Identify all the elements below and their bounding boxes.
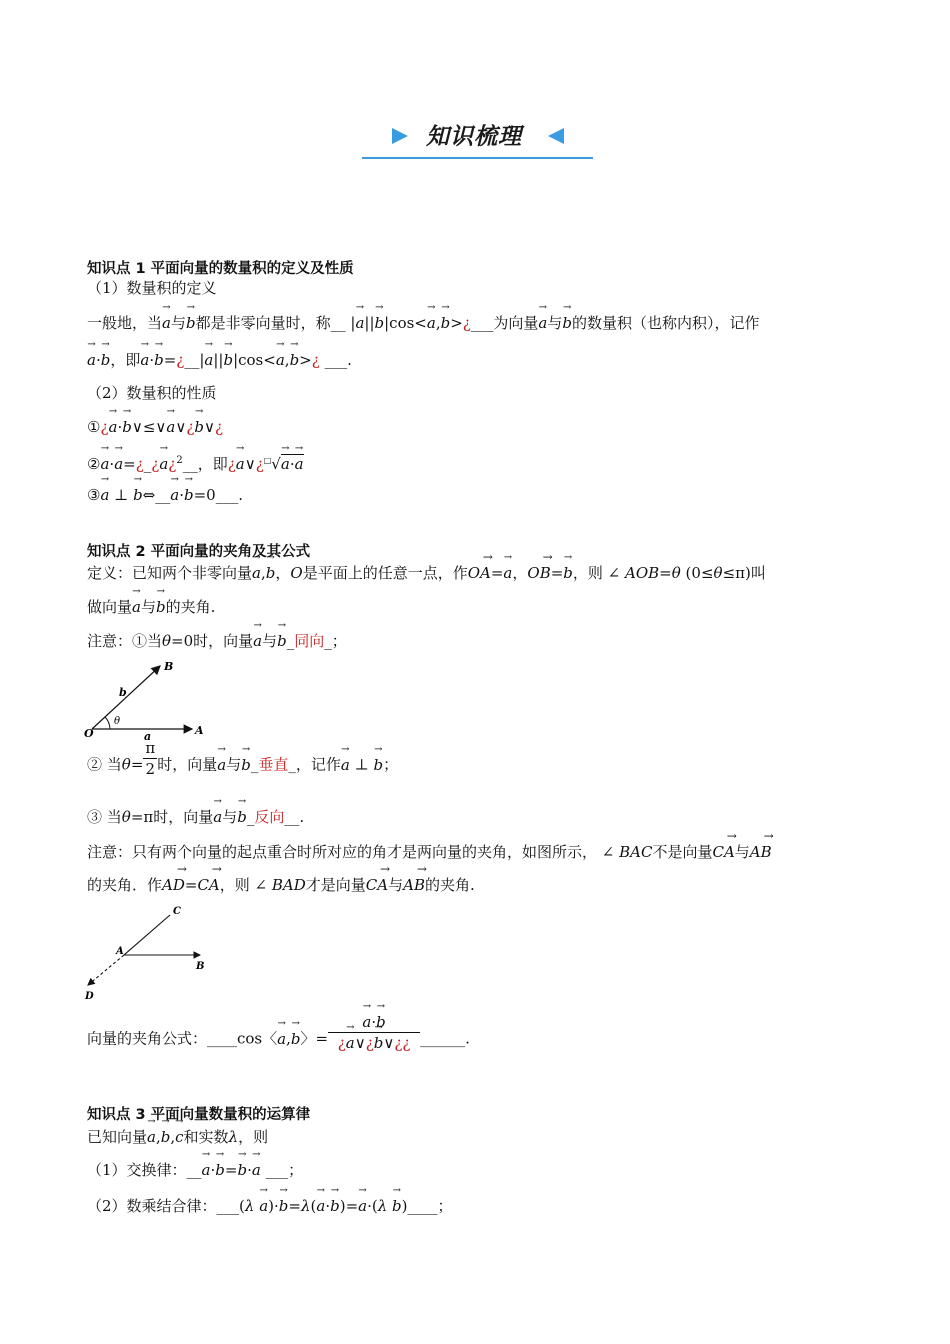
kp1-def-line1: 一般地，当→ a与→ b都是非零向量时，称__ |→ a||→ b|cos<→ a,→ b>¿___为向量→ a与→ b的数量积（也称内积），记作: [87, 313, 759, 333]
kp2-note4-line1: 注意：只有两个向量的起点重合时所对应的角才是两向量的夹角，如图所示， ∠ BAC不是向量→ CA与→ AB: [87, 842, 772, 862]
kp1-prop3: ③→ a ⊥ → b⇔__→ a·→ b=0___.: [87, 485, 243, 505]
kp1-def-title: （1）数量积的定义: [87, 279, 217, 297]
kp1-title: 知识点 1 平面向量的数量积的定义及性质: [87, 261, 354, 277]
label-O: O: [84, 727, 94, 740]
label-B: B: [196, 961, 205, 972]
kp1-prop-title: （2）数量积的性质: [87, 384, 217, 402]
kp2-note3: ③ 当θ=π时，向量→ a与→ b_反向__.: [87, 807, 304, 827]
kp2-def-line2: 做向量→ a与→ b的夹角.: [87, 597, 215, 617]
kp3-law2: （2）数乘结合律：___(λ → a)·→ b=λ(→ a·→ b)=→ a·(λ → b)____；: [87, 1196, 453, 1216]
ray-AC: [124, 915, 170, 955]
left-triangle-icon: [548, 128, 564, 144]
label-A: A: [116, 946, 124, 957]
label-D: D: [85, 991, 94, 1002]
label-B: B: [164, 660, 174, 673]
label-b: b: [119, 686, 127, 699]
kp1-def-line2: → a·→ b，即→ a·→ b=¿__|→ a||→ b|cos<→ a,→ b>¿ ___.: [87, 350, 352, 370]
kp1-prop1: ①¿→ a·→ b∨≤∨→ a∨¿→ b∨¿: [87, 417, 223, 437]
header-underline: [362, 157, 593, 159]
kp2-title: 知识点 2 平面向量的夹角及其公式: [87, 544, 311, 560]
kp2-note2: ② 当θ= $\frac{\pi}{2}$ 时，向量→ a与→ b_垂直_，记作→ a ⊥ → b；: [87, 752, 398, 779]
kp3-law1: （1）交换律：__→ a·→ b=→ b·→ a ___；: [87, 1160, 303, 1180]
page-title: 知识梳理: [426, 124, 522, 150]
pi-over-2-fraction: $\frac{\pi}{2}$: [145, 739, 156, 778]
kp3-intro: 已知向量→ a,→ b,→ c和实数λ，则: [87, 1127, 268, 1147]
angle-diagram-bac: [82, 900, 212, 1005]
kp1-prop2: ②→ a·→ a=¿_¿→ a¿$^2$__，即¿→ a∨¿□√→ a·→ a: [87, 451, 304, 474]
angle-arc: [105, 717, 110, 729]
kp2-note4-line2: 的夹角．作→ AD=→ CA，则 ∠ BAD才是向量→ CA与→ AB的夹角.: [87, 875, 475, 895]
kp3-title: 知识点 3 平面向量数量积的运算律: [87, 1107, 311, 1123]
label-C: C: [173, 906, 181, 917]
ray-AD-dashed: [88, 955, 124, 985]
angle-diagram-same-direction: [84, 656, 214, 746]
kp2-def-line1: 定义：已知两个非零向量→ a,→ b，O是平面上的任意一点，作→ OA=→ a，→ OB=→ b，则 ∠ AOB=θ (0≤θ≤π)叫: [87, 563, 766, 583]
angle-formula-fraction: → $\frac{a\cdot\to b}{¿\to a\vee¿\to b\vee¿¿}$: [328, 1012, 420, 1053]
kp2-formula: 向量的夹角公式：____cos〈→ a,→ b〉= → $\frac{a\cdot\to b}{¿\to a\vee¿\to b\vee¿¿}$ ______.: [87, 1026, 470, 1053]
kp2-note1: 注意：①当θ=0时，向量→ a与→ b_同向_；: [87, 631, 347, 651]
label-a: a: [144, 730, 152, 743]
label-theta: θ: [114, 716, 121, 727]
label-A: A: [195, 724, 204, 737]
right-triangle-icon: [392, 128, 408, 144]
